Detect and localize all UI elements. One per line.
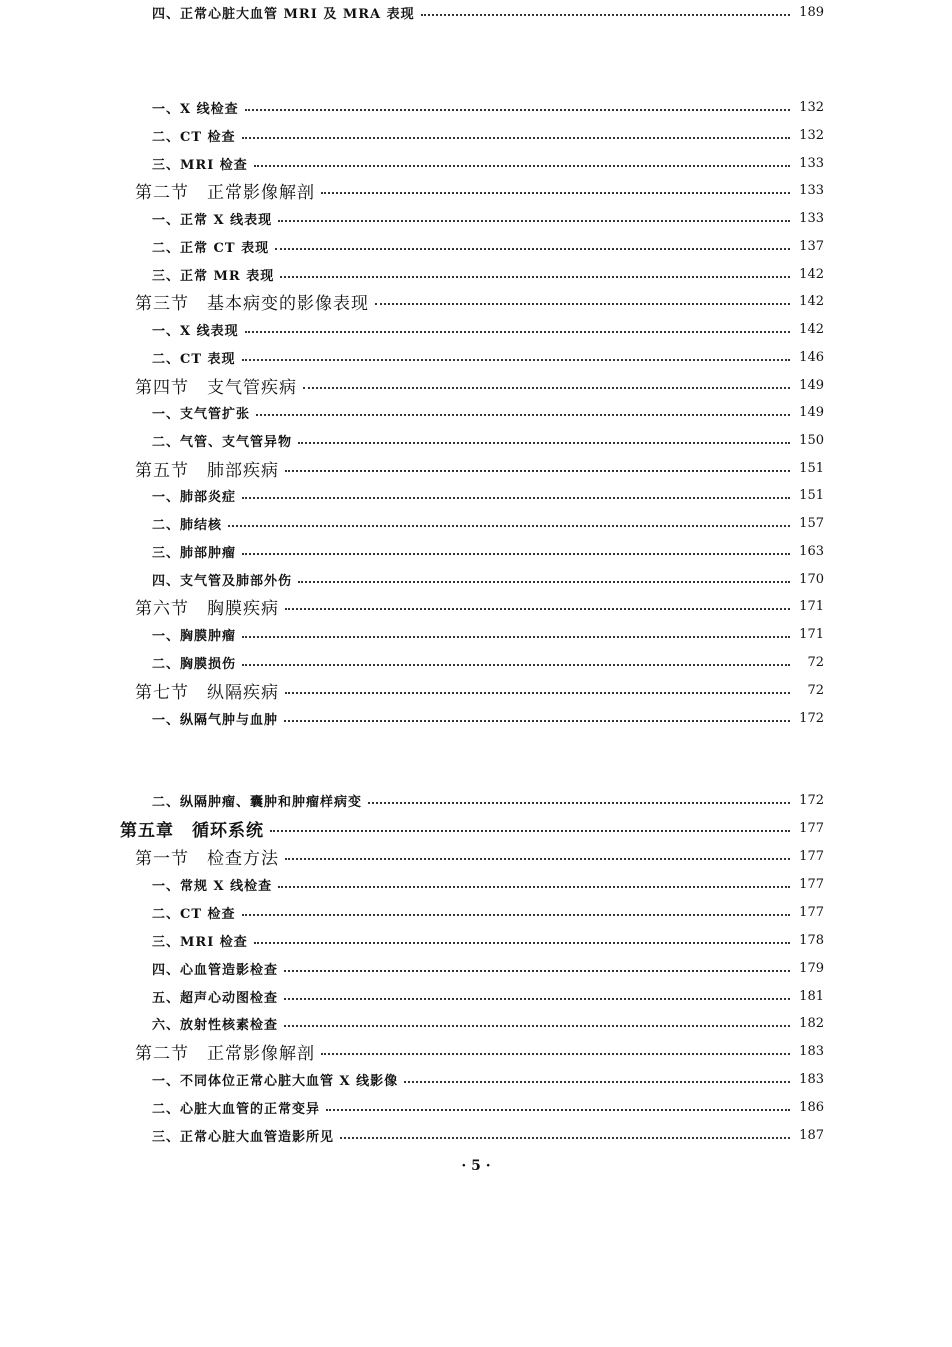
dot-leader <box>280 276 790 278</box>
toc-entry-section <box>135 456 824 480</box>
dot-leader <box>242 497 790 499</box>
dot-leader <box>284 720 790 722</box>
toc-entry-page: 146 <box>799 349 824 365</box>
toc-entry-title: 一、正常 X 线表现 <box>152 212 273 228</box>
toc-entry-title: 三、肺部肿瘤 <box>152 545 237 561</box>
dot-leader <box>245 109 790 111</box>
toc-entry-title: 一、纵隔气肿与血肿 <box>152 712 279 728</box>
toc-entry-item <box>152 400 824 424</box>
toc-entry-section <box>135 844 824 868</box>
toc-entry-title: 二、CT 表现 <box>152 351 236 367</box>
toc-entry-item <box>152 984 824 1008</box>
toc-entry-page: 163 <box>799 543 824 559</box>
dot-leader <box>298 442 790 444</box>
dot-leader <box>285 692 790 694</box>
toc-entry-item <box>152 650 824 674</box>
toc-entry-item <box>152 956 824 980</box>
toc-entry-title: 三、MRI 检查 <box>152 157 248 173</box>
dot-leader <box>368 802 790 804</box>
toc-entry-title: 第二节 正常影像解剖 <box>135 182 315 203</box>
toc-entry-section <box>135 178 824 202</box>
toc-entry-item <box>152 151 824 175</box>
toc-entry-section <box>135 678 824 702</box>
toc-entry-item <box>152 1011 824 1035</box>
toc-entry-title: 三、正常心脏大血管造影所见 <box>152 1129 335 1145</box>
dot-leader <box>242 664 790 666</box>
toc-entry-page: 183 <box>799 1071 824 1087</box>
dot-leader <box>242 914 790 916</box>
toc-entry-chapter <box>120 816 824 840</box>
toc-entry-item <box>152 262 824 286</box>
toc-entry-title: 四、正常心脏大血管 MRI 及 MRA 表现 <box>152 6 415 22</box>
toc-entry-item <box>152 539 824 563</box>
dot-leader <box>254 165 790 167</box>
toc-entry-item <box>152 123 824 147</box>
toc-entry-page: 187 <box>799 1127 824 1143</box>
toc-entry-page: 133 <box>799 155 824 171</box>
toc-entry-page: 133 <box>799 182 824 198</box>
toc-entry-title: 三、正常 MR 表现 <box>152 268 275 284</box>
toc-entry-page: 177 <box>799 820 824 836</box>
toc-entry-page: 178 <box>799 932 824 948</box>
toc-entry-page: 151 <box>799 460 824 476</box>
toc-entry-page: 179 <box>799 960 824 976</box>
dot-leader <box>340 1137 790 1139</box>
toc-entry-page: 132 <box>799 127 824 143</box>
toc-entry-title: 第二节 正常影像解剖 <box>135 1043 315 1064</box>
dot-leader <box>321 192 790 194</box>
toc-entry-item <box>152 928 824 952</box>
toc-entry-item <box>152 1123 824 1147</box>
toc-entry-section <box>135 594 824 618</box>
toc-entry-page: 72 <box>807 654 824 670</box>
toc-entry-title: 二、CT 检查 <box>152 906 236 922</box>
toc-entry-title: 一、肺部炎症 <box>152 489 237 505</box>
toc-entry-page: 142 <box>799 266 824 282</box>
toc-entry-title: 三、MRI 检查 <box>152 934 248 950</box>
toc-entry-title: 二、肺结核 <box>152 517 223 533</box>
toc-entry-page: 72 <box>807 682 824 698</box>
dot-leader <box>242 137 790 139</box>
toc-entry-item <box>152 483 824 507</box>
toc-entry-title: 第三节 基本病变的影像表现 <box>135 293 369 314</box>
toc-entry-page: 151 <box>799 487 824 503</box>
toc-entry-item <box>152 706 824 730</box>
toc-entry-item <box>152 788 824 812</box>
dot-leader <box>404 1081 790 1083</box>
toc-entry-item <box>152 206 824 230</box>
toc-entry-section <box>135 1039 824 1063</box>
dot-leader <box>285 470 790 472</box>
dot-leader <box>375 303 790 305</box>
toc-entry-item <box>152 1067 824 1091</box>
toc-entry-title: 二、胸膜损伤 <box>152 656 237 672</box>
toc-entry-title: 五、超声心动图检查 <box>152 990 279 1006</box>
toc-entry-title: 二、CT 检查 <box>152 129 236 145</box>
toc-entry-section <box>135 373 824 397</box>
toc-entry-title: 第六节 胸膜疾病 <box>135 598 279 619</box>
toc-entry-page: 183 <box>799 1043 824 1059</box>
toc-entry-title: 二、气管、支气管异物 <box>152 434 293 450</box>
toc-entry-title: 二、纵隔肿瘤、囊肿和肿瘤样病变 <box>152 794 363 810</box>
dot-leader <box>278 886 790 888</box>
toc-entry-title: 一、不同体位正常心脏大血管 X 线影像 <box>152 1073 399 1089</box>
dot-leader <box>256 414 790 416</box>
toc-entry-item <box>152 1095 824 1119</box>
dot-leader <box>285 608 790 610</box>
toc-entry-page: 171 <box>799 598 824 614</box>
dot-leader <box>228 525 790 527</box>
toc-entry-title: 第五章 循环系统 <box>120 820 264 841</box>
toc-entry-page: 177 <box>799 848 824 864</box>
dot-leader <box>421 14 790 16</box>
toc-entry-title: 六、放射性核素检查 <box>152 1017 279 1033</box>
dot-leader <box>270 830 790 832</box>
toc-entry-title: 一、X 线表现 <box>152 323 239 339</box>
dot-leader <box>254 942 790 944</box>
toc-entry-item <box>152 567 824 591</box>
toc-entry-title: 一、常规 X 线检查 <box>152 878 273 894</box>
toc-entry-item <box>152 317 824 341</box>
toc-entry-item <box>152 95 824 119</box>
toc-entry-page: 149 <box>799 377 824 393</box>
dot-leader <box>242 636 790 638</box>
toc-entry-page: 133 <box>799 210 824 226</box>
dot-leader <box>242 553 790 555</box>
dot-leader <box>326 1109 790 1111</box>
toc-entry-title: 四、心血管造影检查 <box>152 962 279 978</box>
toc-entry-title: 一、支气管扩张 <box>152 406 251 422</box>
dot-leader <box>303 387 790 389</box>
toc-entry-item <box>152 872 824 896</box>
dot-leader <box>321 1053 790 1055</box>
toc-entry-title: 第七节 纵隔疾病 <box>135 682 279 703</box>
dot-leader <box>298 581 790 583</box>
toc-entry-item <box>152 234 824 258</box>
toc-entry-page: 172 <box>799 792 824 808</box>
dot-leader <box>275 248 790 250</box>
toc-entry-page: 132 <box>799 99 824 115</box>
toc-entry-page: 150 <box>799 432 824 448</box>
toc-entry-page: 189 <box>799 4 824 20</box>
toc-entry-item <box>152 511 824 535</box>
toc-entry-section <box>135 289 824 313</box>
page-number: · 5 · <box>461 1158 491 1174</box>
dot-leader <box>285 858 790 860</box>
toc-entry-item <box>152 0 824 24</box>
toc-entry-page: 142 <box>799 293 824 309</box>
toc-entry-title: 二、心脏大血管的正常变异 <box>152 1101 321 1117</box>
dot-leader <box>245 331 790 333</box>
toc-entry-page: 149 <box>799 404 824 420</box>
toc-entry-title: 四、支气管及肺部外伤 <box>152 573 293 589</box>
toc-entry-page: 142 <box>799 321 824 337</box>
dot-leader <box>284 1025 790 1027</box>
toc-entry-item <box>152 428 824 452</box>
toc-entry-page: 157 <box>799 515 824 531</box>
dot-leader <box>278 220 790 222</box>
toc-entry-page: 186 <box>799 1099 824 1115</box>
dot-leader <box>242 359 790 361</box>
toc-entry-page: 171 <box>799 626 824 642</box>
toc-entry-title: 一、胸膜肿瘤 <box>152 628 237 644</box>
dot-leader <box>284 998 790 1000</box>
toc-entry-page: 137 <box>799 238 824 254</box>
toc-entry-title: 二、正常 CT 表现 <box>152 240 270 256</box>
toc-entry-title: 第五节 肺部疾病 <box>135 460 279 481</box>
toc-entry-page: 181 <box>799 988 824 1004</box>
toc-entry-title: 一、X 线检查 <box>152 101 239 117</box>
dot-leader <box>284 970 790 972</box>
toc-entry-page: 177 <box>799 904 824 920</box>
toc-entry-page: 182 <box>799 1015 824 1031</box>
toc-entry-title: 第四节 支气管疾病 <box>135 377 297 398</box>
toc-entry-page: 177 <box>799 876 824 892</box>
toc-entry-item <box>152 345 824 369</box>
toc-entry-page: 172 <box>799 710 824 726</box>
toc-entry-item <box>152 622 824 646</box>
toc-entry-item <box>152 900 824 924</box>
toc-entry-page: 170 <box>799 571 824 587</box>
toc-entry-title: 第一节 检查方法 <box>135 848 279 869</box>
